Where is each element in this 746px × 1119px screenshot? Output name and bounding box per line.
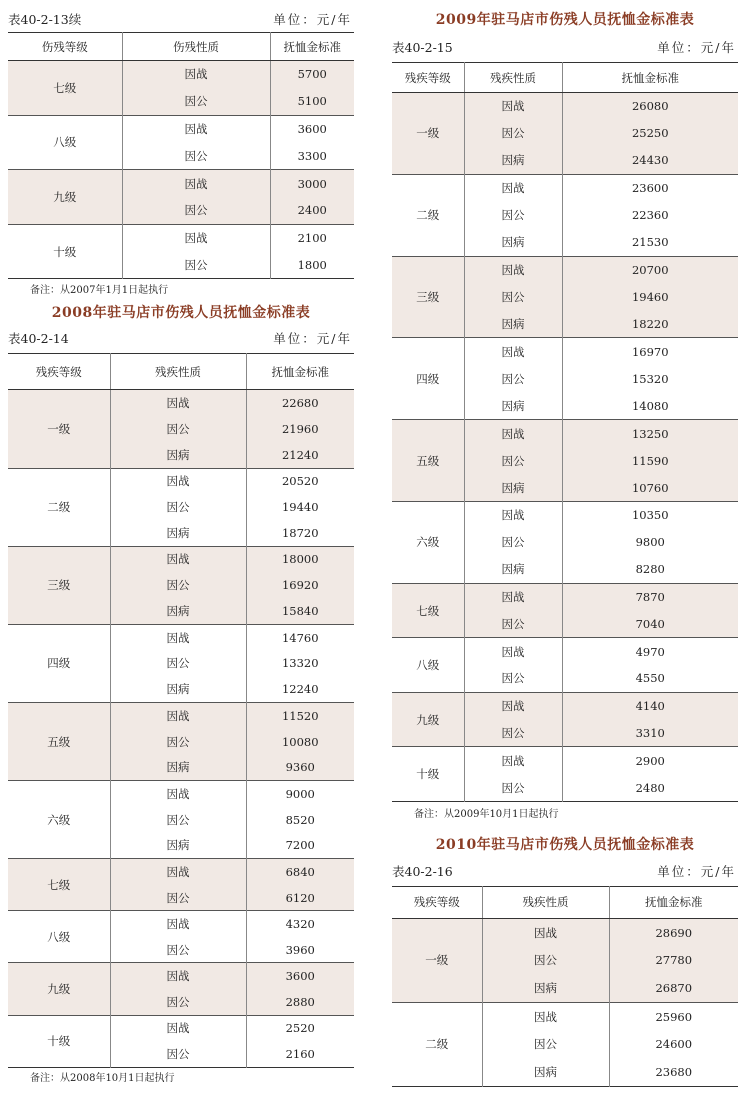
- pension-standard: 13250: [562, 420, 738, 447]
- pension-standard: 24430: [562, 147, 738, 174]
- disability-nature: 因战: [110, 1015, 246, 1041]
- table-row: [392, 338, 738, 365]
- disability-level: 十级: [8, 224, 122, 279]
- level-group: [392, 583, 738, 638]
- disability-nature: 因战: [464, 583, 562, 610]
- table-row: [8, 963, 354, 989]
- pension-standard: 18720: [281, 525, 319, 540]
- disability-nature: 因战: [464, 93, 562, 120]
- table-row: [392, 420, 738, 447]
- disability-nature: 因公: [464, 611, 562, 638]
- pension-standard: 21960: [246, 416, 354, 442]
- pension-standard: 13320: [281, 656, 319, 671]
- disability-nature: 因战: [464, 338, 562, 365]
- pension-standard: 8520: [285, 812, 315, 827]
- disability-nature: 因公: [110, 1041, 246, 1067]
- pension-standard: 3310: [562, 720, 738, 747]
- table-15-unit: 单位：元/年: [657, 40, 736, 55]
- level-group: [392, 338, 738, 420]
- disability-nature: 因公: [122, 252, 270, 279]
- column-header-nature: 伤残性质: [122, 33, 270, 61]
- pension-standard: 14760: [281, 630, 319, 645]
- table-row: [392, 692, 738, 719]
- table-15-code: 表40-2-15: [392, 40, 453, 55]
- disability-nature: 因病: [464, 229, 562, 256]
- pension-standard: 10350: [631, 508, 669, 523]
- column-header-level: 残疾等级: [8, 354, 110, 390]
- level-group: [8, 468, 354, 546]
- pension-standard: 5100: [270, 88, 354, 115]
- disability-nature: 因战: [122, 170, 270, 197]
- level-group: [392, 420, 738, 502]
- column-header-nature: 残疾性质: [110, 354, 246, 390]
- disability-level: 八级: [8, 911, 110, 963]
- disability-level: 六级: [392, 501, 464, 583]
- pension-standard: 26080: [562, 93, 738, 120]
- disability-nature: 因公: [464, 774, 562, 801]
- pension-standard: 20520: [281, 474, 319, 489]
- disability-nature: 因公: [110, 728, 246, 754]
- disability-nature: 因公: [464, 120, 562, 147]
- level-group: [8, 1015, 354, 1067]
- pension-standard: 9800: [635, 535, 665, 550]
- column-header-level: 伤残等级: [8, 33, 122, 61]
- table-14-code: 表40-2-14: [8, 331, 69, 347]
- pension-standard: 2900: [635, 753, 665, 768]
- table-row: [392, 918, 738, 946]
- table-header-row: [392, 63, 738, 93]
- pension-standard: 6840: [246, 859, 354, 885]
- disability-nature: 因战: [110, 911, 246, 937]
- disability-nature: 因公: [110, 885, 246, 911]
- disability-nature: 因病: [482, 974, 609, 1002]
- disability-nature: 因战: [464, 420, 562, 447]
- column-header-value: 抚恤金标准: [562, 63, 738, 93]
- pension-standard: 23600: [631, 181, 669, 196]
- table-header-row: [392, 886, 738, 918]
- disability-nature: 因病: [464, 147, 562, 174]
- table-14: [8, 353, 354, 1067]
- disability-level: 八级: [8, 115, 122, 170]
- table-row: [8, 859, 354, 885]
- level-group: [8, 61, 354, 116]
- level-group: [8, 963, 354, 1015]
- pension-standard: 6120: [246, 885, 354, 911]
- disability-nature: 因病: [482, 1058, 609, 1086]
- pension-standard: 2100: [297, 231, 327, 246]
- level-group: [8, 546, 354, 624]
- disability-nature: 因公: [110, 572, 246, 598]
- disability-level: 十级: [392, 747, 464, 802]
- table-15-title: 2009年驻马店市伤残人员抚恤金标准表: [435, 12, 695, 28]
- table-13-code: 表40-2-13续: [8, 12, 82, 27]
- disability-nature: 因公: [464, 365, 562, 392]
- pension-standard: 18000: [246, 546, 354, 572]
- disability-nature: 因战: [110, 702, 246, 728]
- disability-nature: 因战: [110, 963, 246, 989]
- disability-nature: 因病: [110, 520, 246, 546]
- disability-level: 一级: [8, 390, 110, 468]
- disability-nature: 因战: [464, 747, 562, 774]
- table-row: [8, 1015, 354, 1041]
- table-row: [8, 781, 354, 807]
- table-row: [392, 1002, 738, 1030]
- disability-level: 九级: [8, 170, 122, 225]
- disability-nature: 因公: [464, 720, 562, 747]
- table-row: [392, 93, 738, 120]
- disability-nature: 因病: [464, 392, 562, 419]
- pension-standard: 7040: [562, 611, 738, 638]
- column-header-level: 残疾等级: [392, 886, 482, 918]
- disability-nature: 因战: [110, 781, 246, 807]
- pension-standard: 22360: [631, 208, 669, 223]
- pension-standard: 7870: [562, 583, 738, 610]
- disability-nature: 因战: [110, 624, 246, 650]
- pension-standard: 20700: [562, 256, 738, 283]
- table-header-row: [8, 354, 354, 390]
- column-header-value: 抚恤金标准: [270, 33, 354, 61]
- disability-nature: 因战: [110, 468, 246, 494]
- pension-standard: 4140: [562, 692, 738, 719]
- level-group: [8, 911, 354, 963]
- pension-standard: 25250: [562, 120, 738, 147]
- disability-nature: 因公: [122, 142, 270, 169]
- disability-nature: 因战: [110, 546, 246, 572]
- level-group: [392, 1002, 738, 1086]
- disability-nature: 因战: [464, 256, 562, 283]
- level-group: [8, 702, 354, 780]
- level-group: [392, 256, 738, 338]
- disability-nature: 因战: [122, 61, 270, 88]
- disability-level: 七级: [8, 859, 110, 911]
- disability-level: 七级: [8, 61, 122, 116]
- pension-standard: 3600: [297, 121, 327, 136]
- disability-level: 三级: [392, 256, 464, 338]
- level-group: [392, 638, 738, 693]
- table-14-unit: 单位：元/年: [273, 331, 352, 347]
- table-header-row: [8, 33, 354, 61]
- disability-nature: 因公: [122, 197, 270, 224]
- level-group: [8, 115, 354, 170]
- disability-level: 六级: [8, 781, 110, 859]
- pension-standard: 12240: [281, 682, 319, 697]
- disability-nature: 因公: [482, 1030, 609, 1058]
- table-13: [8, 32, 354, 279]
- pension-standard: 27780: [609, 946, 738, 974]
- pension-standard: 4970: [635, 644, 665, 659]
- table-row: [8, 624, 354, 650]
- table-16-title: 2010年驻马店市伤残人员抚恤金标准表: [435, 836, 695, 853]
- pension-standard: 24600: [655, 1037, 693, 1052]
- disability-nature: 因病: [110, 755, 246, 781]
- pension-standard: 10080: [246, 728, 354, 754]
- pension-standard: 3000: [270, 170, 354, 197]
- left-column: [8, 6, 354, 1086]
- level-group: [8, 624, 354, 702]
- table-16-unit: 单位：元/年: [657, 863, 736, 879]
- level-group: [8, 859, 354, 911]
- disability-nature: 因战: [464, 174, 562, 201]
- pension-standard: 1800: [297, 257, 327, 272]
- table-14-title: 2008年驻马店市伤残人员抚恤金标准表: [51, 305, 311, 322]
- level-group: [392, 174, 738, 256]
- disability-level: 三级: [8, 546, 110, 624]
- disability-level: 二级: [392, 174, 464, 256]
- pension-standard: 25960: [655, 1009, 693, 1024]
- pension-standard: 2480: [635, 780, 665, 795]
- table-15: [392, 62, 738, 802]
- level-group: [392, 692, 738, 747]
- disability-level: 十级: [8, 1015, 110, 1067]
- pension-standard: 11520: [246, 702, 354, 728]
- disability-level: 一级: [392, 918, 482, 1002]
- disability-nature: 因病: [110, 598, 246, 624]
- pension-standard: 8280: [635, 562, 665, 577]
- level-group: [392, 501, 738, 583]
- table-row: [8, 170, 354, 197]
- disability-level: 四级: [8, 624, 110, 702]
- disability-nature: 因战: [110, 390, 246, 416]
- table-row: [8, 546, 354, 572]
- level-group: [392, 93, 738, 175]
- level-group: [392, 747, 738, 802]
- right-column: [392, 6, 738, 1087]
- disability-nature: 因战: [464, 501, 562, 528]
- disability-nature: 因公: [110, 494, 246, 520]
- pension-standard: 21530: [631, 235, 669, 250]
- pension-standard: 9360: [246, 755, 354, 781]
- pension-standard: 5700: [270, 61, 354, 88]
- disability-nature: 因战: [482, 1002, 609, 1030]
- table-row: [8, 115, 354, 142]
- table-13-unit: 单位：元/年: [273, 12, 352, 27]
- table-15-note: 备注：从2009年10月1日起执行: [414, 808, 559, 820]
- pension-standard: 15840: [246, 598, 354, 624]
- disability-level: 八级: [392, 638, 464, 693]
- table-row: [392, 256, 738, 283]
- pension-standard: 28690: [609, 918, 738, 946]
- disability-nature: 因病: [110, 676, 246, 702]
- disability-nature: 因战: [464, 692, 562, 719]
- pension-standard: 3960: [285, 942, 315, 957]
- disability-nature: 因公: [110, 937, 246, 963]
- disability-nature: 因公: [464, 665, 562, 692]
- column-header-nature: 残疾性质: [482, 886, 609, 918]
- pension-standard: 3600: [246, 963, 354, 989]
- disability-nature: 因公: [110, 989, 246, 1015]
- level-group: [8, 170, 354, 225]
- table-row: [8, 911, 354, 937]
- disability-nature: 因公: [110, 807, 246, 833]
- disability-nature: 因公: [464, 283, 562, 310]
- table-row: [392, 501, 738, 528]
- pension-standard: 3300: [297, 148, 327, 163]
- pension-standard: 11590: [562, 447, 738, 474]
- pension-standard: 10760: [562, 474, 738, 501]
- pension-standard: 19460: [562, 283, 738, 310]
- level-group: [392, 918, 738, 1002]
- table-row: [8, 702, 354, 728]
- table-row: [8, 468, 354, 494]
- level-group: [8, 781, 354, 859]
- table-row: [392, 583, 738, 610]
- column-header-value: 抚恤金标准: [609, 886, 738, 918]
- disability-nature: 因战: [464, 638, 562, 665]
- table-16-code: 表40-2-16: [392, 863, 453, 879]
- pension-standard: 22680: [246, 390, 354, 416]
- table-13-meta: [8, 6, 354, 32]
- disability-nature: 因公: [110, 416, 246, 442]
- disability-nature: 因病: [110, 442, 246, 468]
- table-row: [392, 747, 738, 774]
- pension-standard: 16920: [246, 572, 354, 598]
- pension-standard: 19440: [281, 500, 319, 515]
- disability-nature: 因战: [482, 918, 609, 946]
- disability-level: 二级: [8, 468, 110, 546]
- disability-nature: 因病: [464, 474, 562, 501]
- table-16-meta: [392, 856, 738, 886]
- disability-nature: 因公: [122, 88, 270, 115]
- pension-standard: 4320: [285, 917, 315, 932]
- disability-level: 二级: [392, 1002, 482, 1086]
- table-row: [8, 61, 354, 88]
- disability-level: 九级: [8, 963, 110, 1015]
- disability-level: 五级: [8, 702, 110, 780]
- table-14-meta: [8, 323, 354, 353]
- pension-standard: 2400: [270, 197, 354, 224]
- table-row: [392, 638, 738, 665]
- disability-nature: 因病: [110, 833, 246, 859]
- disability-level: 一级: [392, 93, 464, 175]
- disability-nature: 因公: [464, 529, 562, 556]
- table-row: [8, 224, 354, 251]
- disability-nature: 因战: [122, 115, 270, 142]
- table-13-note: 备注：从2007年1月1日起执行: [30, 285, 169, 297]
- pension-standard: 14080: [631, 398, 669, 413]
- level-group: [8, 224, 354, 279]
- disability-level: 五级: [392, 420, 464, 502]
- pension-standard: 21240: [246, 442, 354, 468]
- disability-nature: 因公: [464, 447, 562, 474]
- table-14-note: 备注：从2008年10月1日起执行: [30, 1072, 175, 1084]
- disability-nature: 因战: [110, 859, 246, 885]
- table-row: [392, 174, 738, 201]
- pension-standard: 2520: [285, 1021, 315, 1036]
- table-row: [8, 390, 354, 416]
- disability-level: 七级: [392, 583, 464, 638]
- column-header-value: 抚恤金标准: [246, 354, 354, 390]
- pension-standard: 7200: [285, 838, 315, 853]
- disability-level: 四级: [392, 338, 464, 420]
- table-16: [392, 886, 738, 1087]
- disability-nature: 因公: [464, 202, 562, 229]
- pension-standard: 26870: [609, 974, 738, 1002]
- column-header-level: 残疾等级: [392, 63, 464, 93]
- pension-standard: 23680: [655, 1065, 693, 1080]
- pension-standard: 15320: [631, 371, 669, 386]
- column-header-nature: 残疾性质: [464, 63, 562, 93]
- pension-standard: 2880: [246, 989, 354, 1015]
- level-group: [8, 390, 354, 468]
- disability-nature: 因战: [122, 224, 270, 251]
- pension-standard: 4550: [635, 671, 665, 686]
- pension-standard: 9000: [285, 786, 315, 801]
- disability-nature: 因公: [110, 650, 246, 676]
- pension-standard: 18220: [562, 311, 738, 338]
- table-15-meta: [392, 32, 738, 62]
- disability-nature: 因病: [464, 311, 562, 338]
- disability-nature: 因病: [464, 556, 562, 583]
- disability-level: 九级: [392, 692, 464, 747]
- pension-standard: 16970: [631, 344, 669, 359]
- disability-nature: 因公: [482, 946, 609, 974]
- pension-standard: 2160: [285, 1046, 315, 1061]
